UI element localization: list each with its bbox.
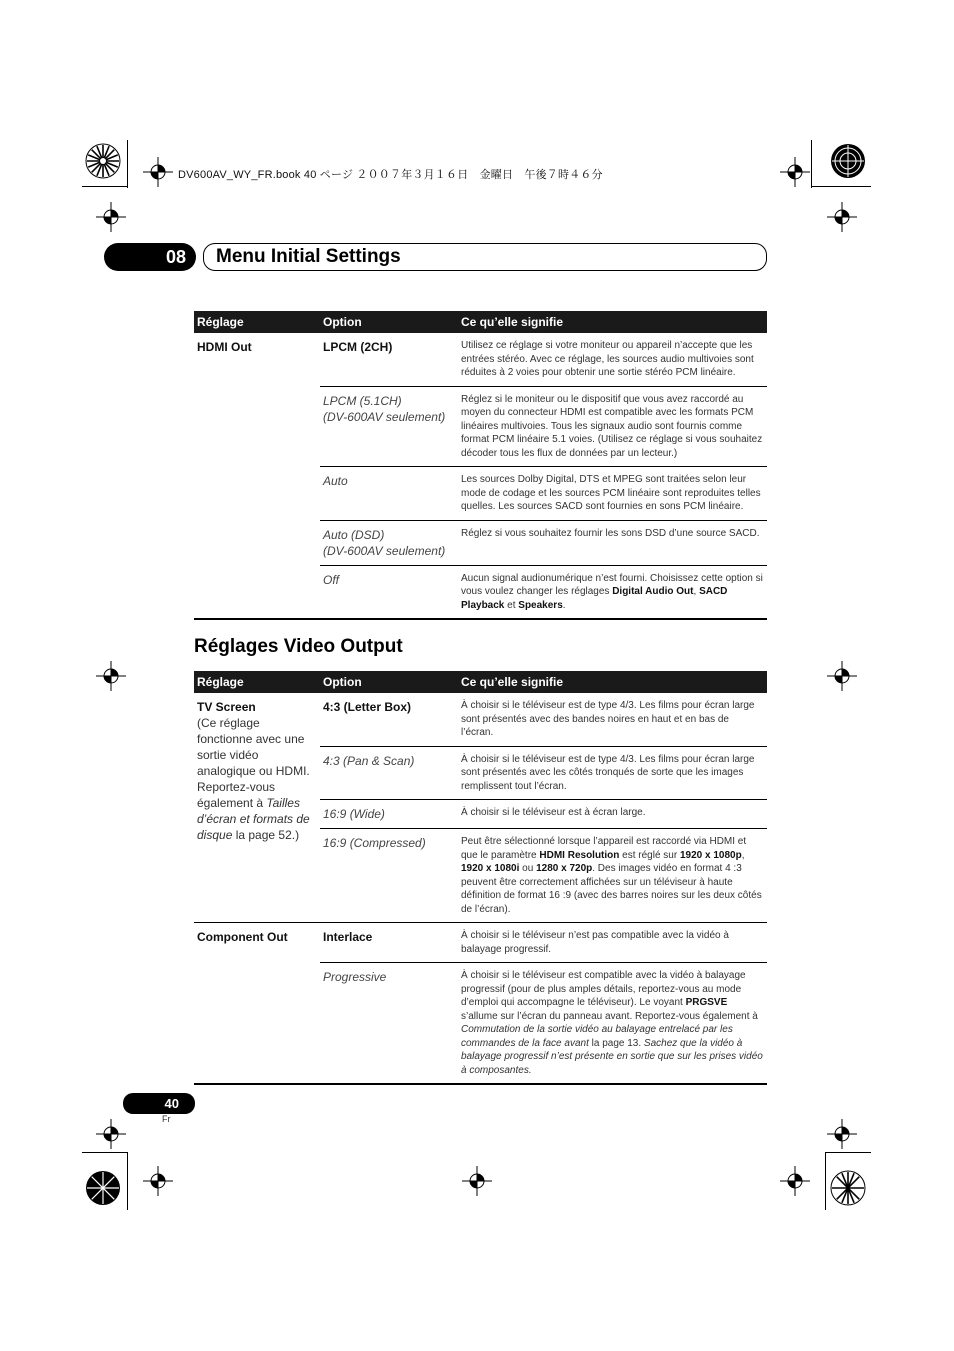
hdmi-settings-table: [194, 311, 767, 620]
book-file-tag: DV600AV_WY_FR.book 40 ページ ２００７年３月１６日 金曜日 午後７時４６分: [178, 169, 603, 181]
option-description: Réglez si vous souhaitez fournir les sons DSD d’une source SACD.: [458, 520, 767, 565]
crosshair-bottom-right: [780, 1166, 810, 1196]
col-header-setting: Réglage: [194, 311, 320, 333]
crosshair-top-left: [143, 157, 173, 187]
option-description: À choisir si le téléviseur n’est pas compatible avec la vidéo à balayage progressif.: [458, 923, 767, 963]
option-description: À choisir si le téléviseur est de type 4/3. Les films pour écran large sont présentés avec les côtés tronqués de sorte que les images remplissent tout l’écran.: [458, 746, 767, 800]
option-description: Réglez si le moniteur ou le dispositif que vous avez raccordé au moyen du connecteur HDMI est compatible avec les formats PCM linéaires multivoies. Tous les signaux audio sont fournis comme format PCM linéaire 5.1 voies. (Utilisez ce réglage si vous souhaitez décoder tous les flux de données par un lecteur.): [458, 386, 767, 467]
option-name: 4:3 (Pan & Scan): [320, 746, 458, 800]
registration-mark-sunburst-bottom-right: [830, 1170, 866, 1206]
page-number-badge: 40: [123, 1093, 195, 1114]
option-description: Utilisez ce réglage si votre moniteur ou appareil n’accepte que les entrées stéréo. Avec ce réglage, les sources audio multivoies sont réduites à 2 voies pour obtenir une sortie stéréo PCM linéaire.: [461, 340, 754, 378]
setting-name: TV Screen (Ce réglage fonctionne avec une sortie vidéo analogique ou HDMI. Reportez-vous également à Tailles d’écran et formats de disque la page 52.): [197, 700, 310, 842]
option-name: Auto: [320, 467, 458, 521]
crosshair-mid-right: [827, 661, 857, 691]
registration-mark-sunburst-bottom-left: [85, 1170, 121, 1206]
table-header-row: [194, 311, 767, 333]
col-header-option: Option: [320, 311, 458, 333]
crop-line: [82, 1152, 128, 1153]
option-description: À choisir si le téléviseur est compatible avec la vidéo à balayage progressif (pour de plus amples détails, reportez-vous au mode d’emploi qui accompagne le téléviseur). Le voyant PRGSVE s’allume sur l’écran du panneau avant. Reportez-vous également à Commutation de la sortie vidéo au balayage entrelacé par les commandes de la face avant la page 13. Sachez que la vidéo à balayage progressif n’est présente en sortie que sur les prises vidéo à composantes.: [458, 963, 767, 1084]
chapter-number-badge: 08: [104, 243, 196, 271]
option-name: Progressive: [320, 963, 458, 1084]
option-name: LPCM (2CH): [323, 340, 393, 354]
crop-line: [811, 140, 812, 188]
option-name: LPCM (5.1CH) (DV-600AV seulement): [320, 386, 458, 467]
crop-line: [825, 1152, 871, 1153]
col-header-option: Option: [320, 671, 458, 693]
crop-line: [82, 186, 128, 187]
option-name: 4:3 (Letter Box): [323, 700, 412, 714]
crosshair-bottom-center: [462, 1166, 492, 1196]
table-header-row: [194, 671, 767, 693]
col-header-setting: Réglage: [194, 671, 320, 693]
crosshair-upper-left: [96, 202, 126, 232]
crosshair-upper-right: [827, 202, 857, 232]
table-row: [194, 333, 767, 386]
crosshair-lower-right: [827, 1119, 857, 1149]
table-row: [194, 923, 767, 963]
col-header-meaning: Ce qu’elle signifie: [458, 311, 767, 333]
table-end-row: [194, 618, 767, 619]
video-output-settings-table: [194, 671, 767, 1085]
table-end-row: [194, 1083, 767, 1084]
option-description: Aucun signal audionumérique n’est fourni. Choisissez cette option si vous voulez changer les réglages Digital Audio Out, SACD Playback et Speakers.: [458, 565, 767, 618]
crop-line: [127, 140, 128, 188]
crosshair-bottom-left: [143, 1166, 173, 1196]
option-description: À choisir si le téléviseur est de type 4/3. Les films pour écran large sont présentés avec des bandes noires en haut et en bas de l’écran.: [461, 700, 755, 738]
table-row: [194, 693, 767, 746]
option-description: Peut être sélectionné lorsque l’appareil est raccordé via HDMI et que le paramètre HDMI Resolution est réglé sur 1920 x 1080p, 1920 x 1080i ou 1280 x 720p. Des images vidéo en format 4 :3 peuvent être correctement affichées sur un téléviseur à haute définition de format 16 :9 (avec des barres noires sur les deux côtés de l’écran).: [458, 829, 767, 923]
option-name: 16:9 (Wide): [320, 800, 458, 829]
crop-line: [825, 1152, 826, 1210]
crop-line: [127, 1152, 128, 1210]
option-description: Les sources Dolby Digital, DTS et MPEG sont traitées selon leur mode de codage et les sources PCM linéaire sont reproduites telles quelles. Les sources SACD sont fournies en sons PCM linéaire.: [458, 467, 767, 521]
option-name: Auto (DSD) (DV-600AV seulement): [320, 520, 458, 565]
option-name: Off: [320, 565, 458, 618]
section-title: Réglages Video Output: [194, 636, 403, 657]
option-name: Interlace: [320, 923, 458, 963]
setting-name: Component Out: [194, 923, 320, 1084]
registration-mark-sunburst-top-right: [830, 143, 866, 179]
language-code: Fr: [162, 1114, 171, 1124]
chapter-title-box: [203, 243, 767, 271]
option-description: À choisir si le téléviseur est à écran large.: [458, 800, 767, 829]
crosshair-top-right: [780, 157, 810, 187]
col-header-meaning: Ce qu’elle signifie: [458, 671, 767, 693]
registration-mark-sunburst-top-left: [85, 143, 121, 179]
crop-line: [811, 186, 871, 187]
option-name: 16:9 (Compressed): [320, 829, 458, 923]
setting-name: HDMI Out: [197, 340, 252, 354]
crosshair-mid-left: [96, 661, 126, 691]
chapter-title: Menu Initial Settings: [216, 246, 401, 267]
crosshair-lower-left: [96, 1119, 126, 1149]
